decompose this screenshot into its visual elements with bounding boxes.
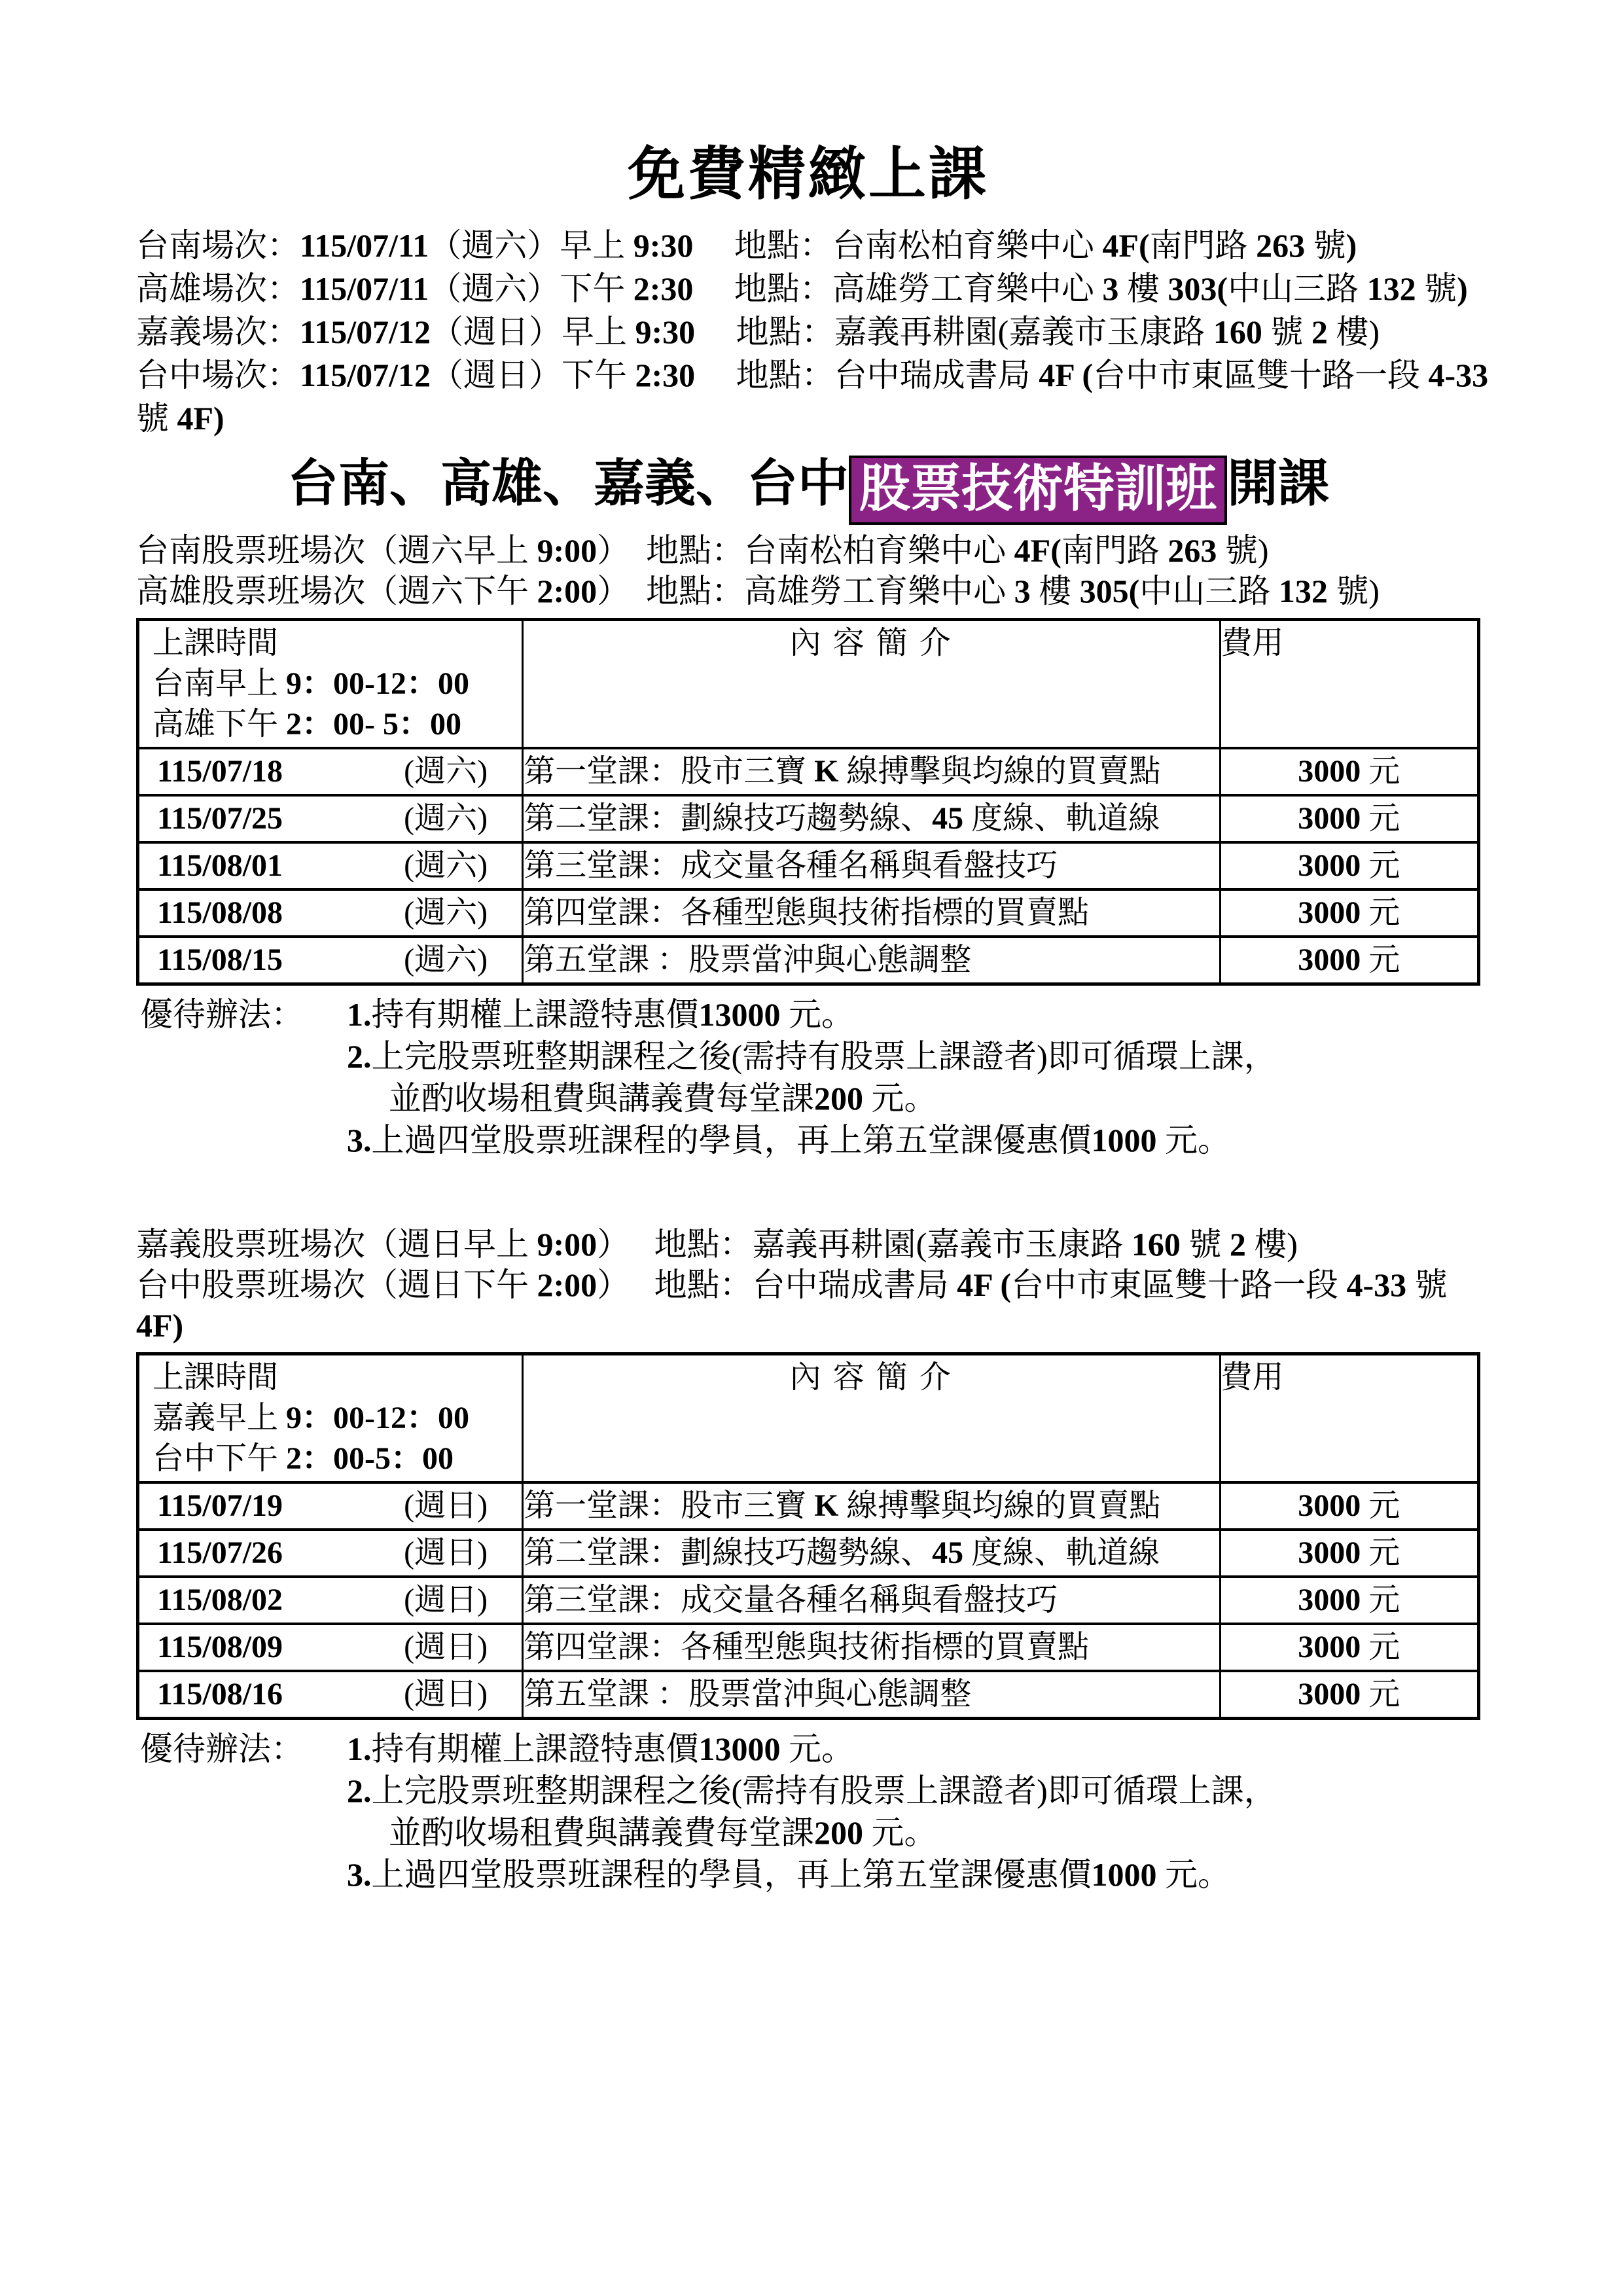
class-session-list bbox=[136, 1224, 1480, 1346]
header-time-line bbox=[139, 664, 522, 704]
text-run: 3000 bbox=[1298, 848, 1361, 883]
header-fee-cell: 費用 bbox=[1220, 1354, 1478, 1482]
text-run: 元 bbox=[1361, 800, 1400, 836]
session-time-cell bbox=[138, 1624, 523, 1671]
text-run: 1000 bbox=[1091, 1856, 1157, 1893]
text-run: 元。 bbox=[863, 1814, 937, 1851]
table-row bbox=[138, 889, 1479, 937]
discount-note-line bbox=[347, 1728, 1480, 1770]
course-fee bbox=[1220, 1624, 1478, 1671]
text-run: 263 bbox=[1168, 531, 1217, 569]
text-run: 13000 bbox=[698, 1730, 781, 1767]
header-time-line bbox=[139, 1398, 522, 1439]
text-run: 9:00 bbox=[537, 531, 597, 569]
course-fee bbox=[1220, 1530, 1478, 1577]
course-description bbox=[523, 1577, 1220, 1624]
text-run: 台中市東區雙十路一段 bbox=[1011, 1266, 1347, 1303]
session-date: 115/07/19 bbox=[157, 1488, 283, 1523]
text-run: 3 bbox=[1014, 572, 1031, 609]
text-run: 3 bbox=[1102, 270, 1119, 308]
session-weekday: (週日) bbox=[404, 1629, 488, 1664]
text-run: 上過四堂股票班課程的學員，再上第五堂課優惠價 bbox=[371, 1856, 1092, 1893]
text-run: 號) bbox=[1327, 572, 1380, 609]
table-row bbox=[138, 937, 1479, 984]
section-chiayi-taichung bbox=[136, 1224, 1480, 1895]
text-run: 樓) bbox=[1327, 314, 1380, 351]
session-time-cell bbox=[138, 1671, 523, 1719]
text-run: 第四堂課：各種型態與技術指標的買賣點 bbox=[524, 1629, 1090, 1664]
text-run: 9:30 bbox=[633, 227, 694, 264]
text-run: 3000 bbox=[1298, 1582, 1361, 1617]
text-run: 上完股票班整期課程之後(需持有股票上課證者)即可循環上課， bbox=[371, 1037, 1277, 1075]
header-time-cell bbox=[138, 619, 523, 748]
course-fee bbox=[1220, 889, 1478, 937]
text-run: 160 bbox=[1131, 1225, 1181, 1263]
text-run: 2. bbox=[347, 1772, 372, 1809]
text-run: ） 地點：台中瑞成書局 bbox=[597, 1266, 957, 1303]
header-fee-cell: 費用 bbox=[1220, 619, 1478, 748]
text-run: 第三堂課：成交量各種名稱與看盤技巧 bbox=[524, 848, 1058, 883]
session-weekday: (週六) bbox=[404, 895, 488, 930]
text-run: 第三堂課：成交量各種名稱與看盤技巧 bbox=[524, 1582, 1058, 1617]
text-run: 4F) bbox=[136, 1306, 184, 1344]
text-run: 第二堂課：劃線技巧趨勢線、 bbox=[524, 800, 933, 836]
discount-note-line bbox=[347, 1119, 1480, 1161]
session-time-cell bbox=[138, 889, 523, 937]
text-run: 4F) bbox=[177, 400, 224, 437]
text-run: 115/07/12 bbox=[300, 314, 431, 351]
session-time-cell bbox=[138, 1530, 523, 1577]
text-run: 9：00-12：00 bbox=[286, 666, 470, 701]
session-weekday: (週六) bbox=[404, 753, 488, 789]
session-weekday: (週日) bbox=[404, 1535, 488, 1570]
session-weekday: (週日) bbox=[404, 1676, 488, 1712]
text-run: 號 bbox=[1406, 1266, 1448, 1303]
text-run: 3000 bbox=[1298, 753, 1361, 789]
table-row bbox=[138, 1671, 1479, 1719]
session-date: 115/07/18 bbox=[157, 753, 283, 789]
discount-note-line bbox=[347, 1770, 1480, 1812]
text-run: 台南早上 bbox=[152, 666, 287, 701]
session-weekday: (週六) bbox=[404, 942, 488, 977]
text-run: K bbox=[814, 753, 839, 789]
text-run: （週六）早上 bbox=[429, 227, 633, 264]
discount-notes bbox=[136, 1728, 1480, 1895]
text-run: 132 bbox=[1278, 572, 1328, 609]
session-date: 115/08/15 bbox=[157, 942, 283, 977]
course-description bbox=[523, 1671, 1220, 1719]
course-description bbox=[523, 842, 1220, 889]
text-run: 元 bbox=[1361, 848, 1400, 883]
free-session-list bbox=[136, 224, 1489, 440]
text-run: 3000 bbox=[1298, 1488, 1361, 1523]
text-run: 中山三路 bbox=[1139, 572, 1279, 609]
text-run: 4-33 bbox=[1346, 1266, 1407, 1303]
discount-notes-items bbox=[347, 1728, 1480, 1895]
text-run: 115/07/12 bbox=[300, 357, 431, 394]
free-session-line bbox=[136, 267, 1480, 310]
table-row bbox=[138, 748, 1479, 795]
course-rows bbox=[138, 748, 1479, 984]
text-run: 元 bbox=[1361, 1535, 1400, 1570]
text-run: 地點：嘉義再耕園(嘉義市玉康路 bbox=[695, 314, 1213, 351]
text-run: 2:30 bbox=[635, 357, 696, 394]
session-date: 115/07/25 bbox=[157, 800, 283, 836]
text-run: 度線、軌道線 bbox=[963, 800, 1160, 836]
text-run: 263 bbox=[1256, 227, 1306, 264]
course-description bbox=[523, 937, 1220, 984]
table-header bbox=[138, 1354, 1479, 1482]
table-header bbox=[138, 619, 1479, 748]
text-run: 上課時間 bbox=[152, 1359, 279, 1395]
text-run: 中山三路 bbox=[1228, 270, 1367, 308]
text-run: 4-33 bbox=[1428, 357, 1489, 394]
discount-notes-items bbox=[347, 994, 1480, 1161]
text-run: 元。 bbox=[863, 1079, 937, 1117]
text-run: 3000 bbox=[1298, 942, 1361, 977]
class-session-line bbox=[136, 1224, 1480, 1265]
text-run: 高雄股票班場次（週六下午 bbox=[136, 572, 537, 609]
text-run: 305( bbox=[1079, 572, 1140, 609]
course-fee bbox=[1220, 842, 1478, 889]
text-run: 台南股票班場次（週六早上 bbox=[136, 531, 537, 569]
text-run: 115/07/11 bbox=[300, 270, 429, 308]
course-fee bbox=[1220, 1577, 1478, 1624]
text-run: 樓 bbox=[1030, 572, 1080, 609]
text-run: ) bbox=[1457, 270, 1468, 308]
text-run: 樓) bbox=[1245, 1225, 1298, 1263]
text-run: 第一堂課：股市三寶 bbox=[524, 1488, 815, 1523]
text-run: 第五堂課 ：股票當沖與心態調整 bbox=[524, 1676, 972, 1712]
text-run: 上過四堂股票班課程的學員，再上第五堂課優惠價 bbox=[371, 1121, 1092, 1158]
text-run: 200 bbox=[814, 1079, 863, 1117]
text-run: 地點：高雄勞工育樂中心 bbox=[693, 270, 1103, 308]
text-run: 線搏擊與均線的買賣點 bbox=[838, 753, 1161, 789]
text-run: 3000 bbox=[1298, 1535, 1361, 1570]
text-run: 元。 bbox=[780, 996, 854, 1033]
session-date: 115/08/08 bbox=[157, 895, 283, 930]
text-run: 嘉義場次： bbox=[136, 314, 300, 351]
text-run: 1. bbox=[347, 996, 372, 1033]
text-run: 115/07/11 bbox=[300, 227, 429, 264]
text-run: 元 bbox=[1361, 895, 1400, 930]
text-run: 號) bbox=[1217, 531, 1269, 569]
course-heading bbox=[136, 450, 1480, 525]
text-run: 持有期權上課證特惠價 bbox=[371, 996, 699, 1033]
text-run: 303( bbox=[1168, 270, 1228, 308]
text-run: 2. bbox=[347, 1037, 372, 1075]
text-run: 9：00-12：00 bbox=[286, 1400, 470, 1435]
header-time-line bbox=[139, 1357, 522, 1398]
text-run: 4F ( bbox=[1039, 357, 1094, 394]
header-time-line bbox=[139, 623, 522, 664]
text-run: 上完股票班整期課程之後(需持有股票上課證者)即可循環上課， bbox=[371, 1772, 1277, 1809]
text-run: 號 bbox=[1305, 227, 1346, 264]
session-time-cell bbox=[138, 937, 523, 984]
discount-notes-label: 優待辦法： bbox=[140, 996, 304, 1033]
free-session-line bbox=[136, 224, 1480, 267]
text-run: 並酌收場租費與講義費每堂課 bbox=[389, 1079, 814, 1117]
text-run: 線搏擊與均線的買賣點 bbox=[838, 1488, 1161, 1523]
text-run: 132 bbox=[1366, 270, 1416, 308]
course-description bbox=[523, 1482, 1220, 1530]
table-row bbox=[138, 842, 1479, 889]
class-session-line bbox=[136, 1265, 1480, 1305]
text-run: 160 bbox=[1213, 314, 1262, 351]
text-run: 3000 bbox=[1298, 895, 1361, 930]
session-weekday: (週六) bbox=[404, 848, 488, 883]
text-run: 9:00 bbox=[537, 1225, 597, 1263]
text-run: 元 bbox=[1361, 942, 1400, 977]
text-run: 高雄下午 bbox=[152, 706, 287, 742]
header-time-cell bbox=[138, 1354, 523, 1482]
class-session-line bbox=[136, 571, 1480, 611]
text-run: （週日）下午 bbox=[431, 357, 635, 394]
text-run: 台中市東區雙十路一段 bbox=[1093, 357, 1429, 394]
discount-note-line bbox=[389, 1812, 1480, 1854]
text-run: 4F( bbox=[1102, 227, 1150, 264]
session-time-cell bbox=[138, 795, 523, 842]
text-run: ） 地點：台南松柏育樂中心 bbox=[597, 531, 1014, 569]
course-rows bbox=[138, 1482, 1479, 1719]
text-run: 並酌收場租費與講義費每堂課 bbox=[389, 1814, 814, 1851]
table-row bbox=[138, 1577, 1479, 1624]
text-run: 元。 bbox=[1156, 1856, 1230, 1893]
text-run: 嘉義股票班場次（週日早上 bbox=[136, 1225, 537, 1263]
text-run: K bbox=[814, 1488, 839, 1523]
course-heading-post: 開課 bbox=[1227, 454, 1330, 512]
free-session-line bbox=[136, 353, 1489, 397]
header-content-cell: 內 容 簡 介 bbox=[523, 1354, 1220, 1482]
course-heading-highlight: 股票技術特訓班 bbox=[849, 456, 1227, 525]
text-run: 2:30 bbox=[633, 270, 694, 308]
text-run: 2：00- 5：00 bbox=[286, 706, 462, 742]
header-time-line bbox=[139, 1439, 522, 1479]
text-run: 3000 bbox=[1298, 800, 1361, 836]
course-schedule-table bbox=[136, 1352, 1480, 1720]
session-time-cell bbox=[138, 842, 523, 889]
course-heading-pre: 台南、高雄、嘉義、台中 bbox=[287, 454, 849, 512]
course-schedule-table bbox=[136, 618, 1480, 986]
class-session-line bbox=[136, 530, 1480, 571]
header-time-line bbox=[139, 704, 522, 745]
text-run: 3. bbox=[347, 1121, 372, 1158]
text-run: 4F ( bbox=[957, 1266, 1011, 1303]
session-weekday: (週日) bbox=[404, 1488, 488, 1523]
course-description bbox=[523, 795, 1220, 842]
text-run: 元 bbox=[1361, 1488, 1400, 1523]
text-run: 元 bbox=[1361, 1582, 1400, 1617]
text-run: 持有期權上課證特惠價 bbox=[371, 1730, 699, 1767]
text-run: 號 bbox=[136, 400, 177, 437]
text-run: 南門路 bbox=[1061, 531, 1168, 569]
table-row bbox=[138, 1482, 1479, 1530]
text-run: ） 地點：嘉義再耕園(嘉義市玉康路 bbox=[597, 1225, 1132, 1263]
text-run: 台中場次： bbox=[136, 357, 300, 394]
text-run: 元 bbox=[1361, 1676, 1400, 1712]
discount-notes bbox=[136, 994, 1480, 1161]
text-run: 樓 bbox=[1118, 270, 1168, 308]
course-fee bbox=[1220, 1482, 1478, 1530]
page-title: 免費精緻上課 bbox=[627, 141, 989, 206]
text-run: 第一堂課：股市三寶 bbox=[524, 753, 815, 789]
text-run: 200 bbox=[814, 1814, 863, 1851]
text-run: 號 bbox=[1262, 314, 1311, 351]
text-run: 元。 bbox=[1156, 1121, 1230, 1158]
text-run: 元。 bbox=[780, 1730, 854, 1767]
session-time-cell bbox=[138, 1482, 523, 1530]
discount-note-line bbox=[347, 1854, 1480, 1895]
text-run: 45 bbox=[932, 1535, 964, 1570]
session-time-cell bbox=[138, 748, 523, 795]
course-description bbox=[523, 1530, 1220, 1577]
text-run: 2:00 bbox=[537, 1266, 597, 1303]
discount-note-line bbox=[389, 1077, 1480, 1119]
text-run: 3000 bbox=[1298, 1629, 1361, 1664]
text-run: 號 bbox=[1180, 1225, 1230, 1263]
session-date: 115/08/02 bbox=[157, 1582, 283, 1617]
free-session-line bbox=[136, 397, 1480, 440]
text-run: 4F( bbox=[1014, 531, 1061, 569]
text-run: 第四堂課：各種型態與技術指標的買賣點 bbox=[524, 895, 1090, 930]
text-run: （週日）早上 bbox=[431, 314, 635, 351]
session-date: 115/07/26 bbox=[157, 1535, 283, 1570]
table-row bbox=[138, 1624, 1479, 1671]
session-time-cell bbox=[138, 1577, 523, 1624]
text-run: 台中下午 bbox=[152, 1441, 287, 1476]
course-description bbox=[523, 889, 1220, 937]
text-run: 上課時間 bbox=[152, 625, 279, 660]
text-run: ) bbox=[1346, 227, 1357, 264]
discount-note-line bbox=[347, 994, 1480, 1035]
text-run: 南門路 bbox=[1149, 227, 1257, 264]
class-session-line bbox=[136, 1305, 1480, 1346]
text-run: 1000 bbox=[1091, 1121, 1157, 1158]
text-run: 9:30 bbox=[635, 314, 696, 351]
text-run: 1. bbox=[347, 1730, 372, 1767]
text-run: 13000 bbox=[698, 996, 781, 1033]
course-description bbox=[523, 748, 1220, 795]
text-run: 台中股票班場次（週日下午 bbox=[136, 1266, 537, 1303]
text-run: 台南場次： bbox=[136, 227, 300, 264]
text-run: 3000 bbox=[1298, 1676, 1361, 1712]
header-content-cell: 內 容 簡 介 bbox=[523, 619, 1220, 748]
text-run: ） 地點：高雄勞工育樂中心 bbox=[597, 572, 1014, 609]
text-run: 3. bbox=[347, 1856, 372, 1893]
course-fee bbox=[1220, 795, 1478, 842]
text-run: 2:00 bbox=[537, 572, 597, 609]
text-run: 號 bbox=[1416, 270, 1457, 308]
discount-notes-label: 優待辦法： bbox=[140, 1730, 304, 1767]
table-row bbox=[138, 1530, 1479, 1577]
free-session-line bbox=[136, 310, 1480, 353]
text-run: 地點：台南松柏育樂中心 bbox=[693, 227, 1103, 264]
session-weekday: (週六) bbox=[404, 800, 488, 836]
text-run: （週六）下午 bbox=[429, 270, 633, 308]
session-weekday: (週日) bbox=[404, 1582, 488, 1617]
session-date: 115/08/16 bbox=[157, 1676, 283, 1712]
class-session-list bbox=[136, 530, 1480, 611]
session-date: 115/08/01 bbox=[157, 848, 283, 883]
course-fee bbox=[1220, 1671, 1478, 1719]
course-fee bbox=[1220, 937, 1478, 984]
text-run: 2 bbox=[1229, 1225, 1246, 1263]
text-run: 45 bbox=[932, 800, 964, 836]
session-date: 115/08/09 bbox=[157, 1629, 283, 1664]
course-description bbox=[523, 1624, 1220, 1671]
text-run: 嘉義早上 bbox=[152, 1400, 287, 1435]
discount-note-line bbox=[347, 1035, 1480, 1077]
text-run: 元 bbox=[1361, 753, 1400, 789]
section-tainan-kaohsiung bbox=[136, 530, 1480, 1161]
text-run: 2 bbox=[1311, 314, 1328, 351]
table-row bbox=[138, 795, 1479, 842]
text-run: 高雄場次： bbox=[136, 270, 300, 308]
text-run: 第五堂課 ：股票當沖與心態調整 bbox=[524, 942, 972, 977]
text-run: 元 bbox=[1361, 1629, 1400, 1664]
text-run: 第二堂課：劃線技巧趨勢線、 bbox=[524, 1535, 933, 1570]
text-run: 2：00-5：00 bbox=[286, 1441, 454, 1476]
course-fee bbox=[1220, 748, 1478, 795]
text-run: 度線、軌道線 bbox=[963, 1535, 1160, 1570]
text-run: 地點：台中瑞成書局 bbox=[695, 357, 1039, 394]
